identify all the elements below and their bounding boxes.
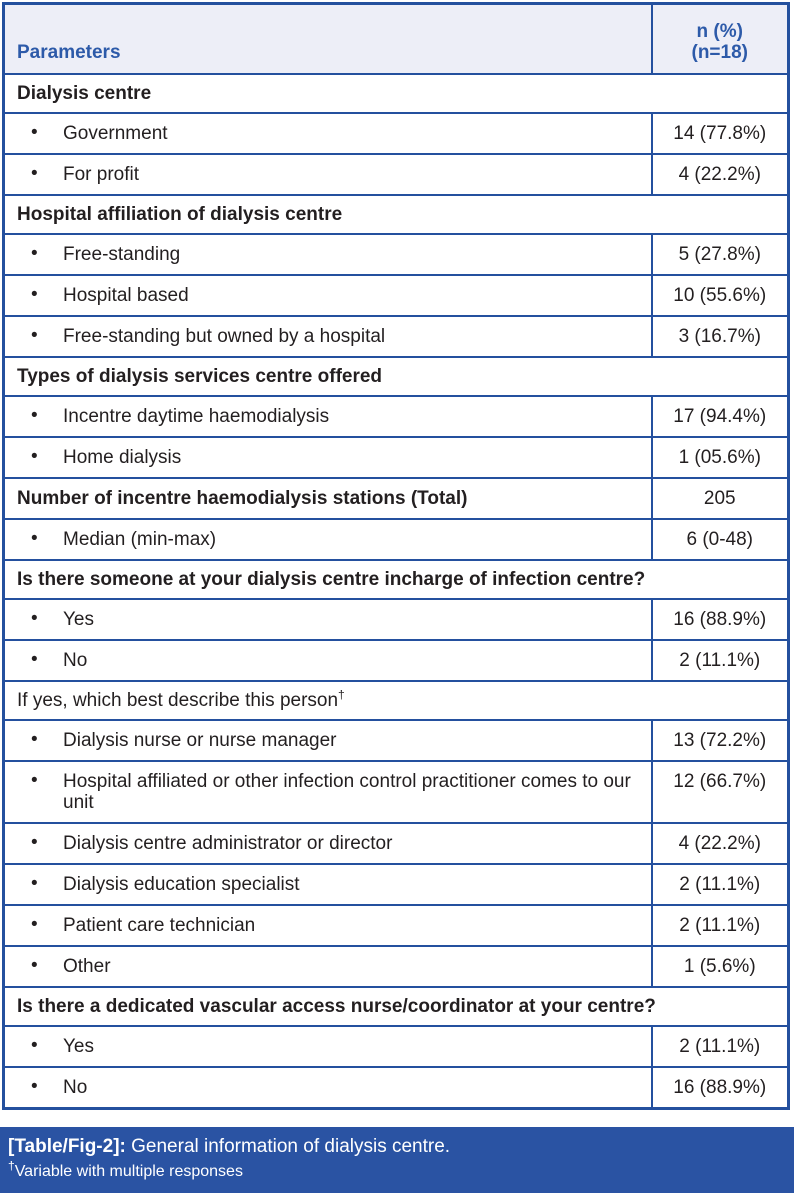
row-value: 2 (11.1%) <box>652 905 789 946</box>
row-label <box>4 761 652 823</box>
table-row <box>4 316 789 357</box>
row-label <box>4 437 652 478</box>
table-row <box>4 519 789 560</box>
bullet-icon: • <box>31 445 38 467</box>
bullet-icon: • <box>31 648 38 670</box>
row-label <box>4 946 652 987</box>
row-label-text: Patient care technician <box>63 914 256 936</box>
table-row <box>4 154 789 195</box>
table-row <box>4 946 789 987</box>
table-row <box>4 599 789 640</box>
row-label <box>4 478 652 519</box>
bullet-icon: • <box>31 831 38 853</box>
row-value: 4 (22.2%) <box>652 823 789 864</box>
bullet-icon: • <box>31 913 38 935</box>
row-label-text: Yes <box>63 608 94 630</box>
row-label-text: Hospital based <box>63 284 189 306</box>
table-footnote <box>8 1158 784 1183</box>
table-row <box>4 437 789 478</box>
section-label <box>4 987 789 1026</box>
row-label-text: No <box>63 1076 88 1098</box>
row-value: 205 <box>652 478 789 519</box>
row-value: 1 (05.6%) <box>652 437 789 478</box>
table-row <box>4 1026 789 1067</box>
row-label-text: Hospital affiliated or other infection control practitioner comes to our unit <box>63 770 631 813</box>
table-header-row <box>4 4 789 74</box>
row-label <box>4 275 652 316</box>
table-caption-tag: [Table/Fig-2]: <box>8 1136 126 1157</box>
row-value: 14 (77.8%) <box>652 113 789 154</box>
bullet-icon: • <box>31 607 38 629</box>
table-row <box>4 234 789 275</box>
row-value: 2 (11.1%) <box>652 640 789 681</box>
row-label-text: Government <box>63 122 168 144</box>
bullet-icon: • <box>31 1034 38 1056</box>
dagger-icon: † <box>338 687 345 702</box>
row-label-text: Median (min-max) <box>63 528 217 550</box>
section-label <box>4 195 789 234</box>
table-row <box>4 761 789 823</box>
row-label-text: Free-standing but owned by a hospital <box>63 325 386 347</box>
section-row <box>4 74 789 113</box>
row-value: 16 (88.9%) <box>652 599 789 640</box>
row-label <box>4 720 652 761</box>
bullet-icon: • <box>31 162 38 184</box>
section-label-text: Is there a dedicated vascular access nurse/coordinator at your centre? <box>17 995 656 1017</box>
row-label-text: Incentre daytime haemodialysis <box>63 405 330 427</box>
bullet-icon: • <box>31 324 38 346</box>
bullet-icon: • <box>31 242 38 264</box>
bullet-icon: • <box>31 872 38 894</box>
table-footnote-text: Variable with multiple responses <box>14 1163 243 1180</box>
row-value: 2 (11.1%) <box>652 1026 789 1067</box>
row-label-text: Yes <box>63 1035 94 1057</box>
row-value: 16 (88.9%) <box>652 1067 789 1109</box>
column-header-n-pct-line2: (n=18) <box>691 41 748 63</box>
row-label <box>4 519 652 560</box>
row-label <box>4 905 652 946</box>
section-row <box>4 987 789 1026</box>
table-caption-text: General information of dialysis centre. <box>131 1136 451 1157</box>
row-label <box>4 234 652 275</box>
section-label-text: If yes, which best describe this person <box>17 689 339 711</box>
bullet-icon: • <box>31 527 38 549</box>
bullet-icon: • <box>31 954 38 976</box>
row-value: 13 (72.2%) <box>652 720 789 761</box>
table-row <box>4 113 789 154</box>
row-label-text: Number of incentre haemodialysis stations (Total) <box>17 487 468 509</box>
bullet-icon: • <box>31 1075 38 1097</box>
section-row <box>4 195 789 234</box>
table-row <box>4 640 789 681</box>
bullet-icon: • <box>31 728 38 750</box>
table-row <box>4 478 789 519</box>
row-label-text: Dialysis centre administrator or director <box>63 832 393 854</box>
row-value: 5 (27.8%) <box>652 234 789 275</box>
row-label-text: Other <box>63 955 111 977</box>
row-label <box>4 154 652 195</box>
bullet-icon: • <box>31 283 38 305</box>
row-label-text: Dialysis education specialist <box>63 873 300 895</box>
row-label <box>4 396 652 437</box>
table-row <box>4 396 789 437</box>
table-row <box>4 1067 789 1109</box>
row-label <box>4 599 652 640</box>
section-label <box>4 357 789 396</box>
row-label-text: No <box>63 649 88 671</box>
column-header-n-pct-line1: n (%) <box>696 20 743 42</box>
bullet-icon: • <box>31 404 38 426</box>
row-value: 2 (11.1%) <box>652 864 789 905</box>
row-value: 4 (22.2%) <box>652 154 789 195</box>
section-label <box>4 74 789 113</box>
dagger-icon: † <box>8 1158 15 1173</box>
row-value: 17 (94.4%) <box>652 396 789 437</box>
row-value: 3 (16.7%) <box>652 316 789 357</box>
section-row <box>4 560 789 599</box>
bullet-icon: • <box>31 769 38 791</box>
table-row <box>4 720 789 761</box>
row-value: 10 (55.6%) <box>652 275 789 316</box>
section-row <box>4 357 789 396</box>
row-label-text: For profit <box>63 163 140 185</box>
row-label <box>4 1067 652 1109</box>
section-label-text: Is there someone at your dialysis centre incharge of infection centre? <box>17 568 646 590</box>
row-label <box>4 640 652 681</box>
column-header-parameters: Parameters <box>4 4 652 74</box>
column-header-n-pct <box>652 4 789 74</box>
row-label <box>4 1026 652 1067</box>
section-label-text: Dialysis centre <box>17 82 152 104</box>
table-row <box>4 275 789 316</box>
row-label <box>4 113 652 154</box>
section-label <box>4 681 789 720</box>
row-label-text: Free-standing <box>63 243 181 265</box>
table-row <box>4 905 789 946</box>
section-label-text: Hospital affiliation of dialysis centre <box>17 203 343 225</box>
row-label-text: Home dialysis <box>63 446 182 468</box>
row-value: 6 (0-48) <box>652 519 789 560</box>
bullet-icon: • <box>31 121 38 143</box>
section-label-text: Types of dialysis services centre offered <box>17 365 383 387</box>
table-row <box>4 823 789 864</box>
row-value: 12 (66.7%) <box>652 761 789 823</box>
table-caption <box>8 1135 784 1159</box>
table-caption-bar <box>0 1127 794 1193</box>
data-table <box>2 2 790 1110</box>
row-label <box>4 864 652 905</box>
table-row <box>4 864 789 905</box>
section-label <box>4 560 789 599</box>
row-label <box>4 823 652 864</box>
row-label <box>4 316 652 357</box>
row-label-text: Dialysis nurse or nurse manager <box>63 729 337 751</box>
row-value: 1 (5.6%) <box>652 946 789 987</box>
section-row <box>4 681 789 720</box>
